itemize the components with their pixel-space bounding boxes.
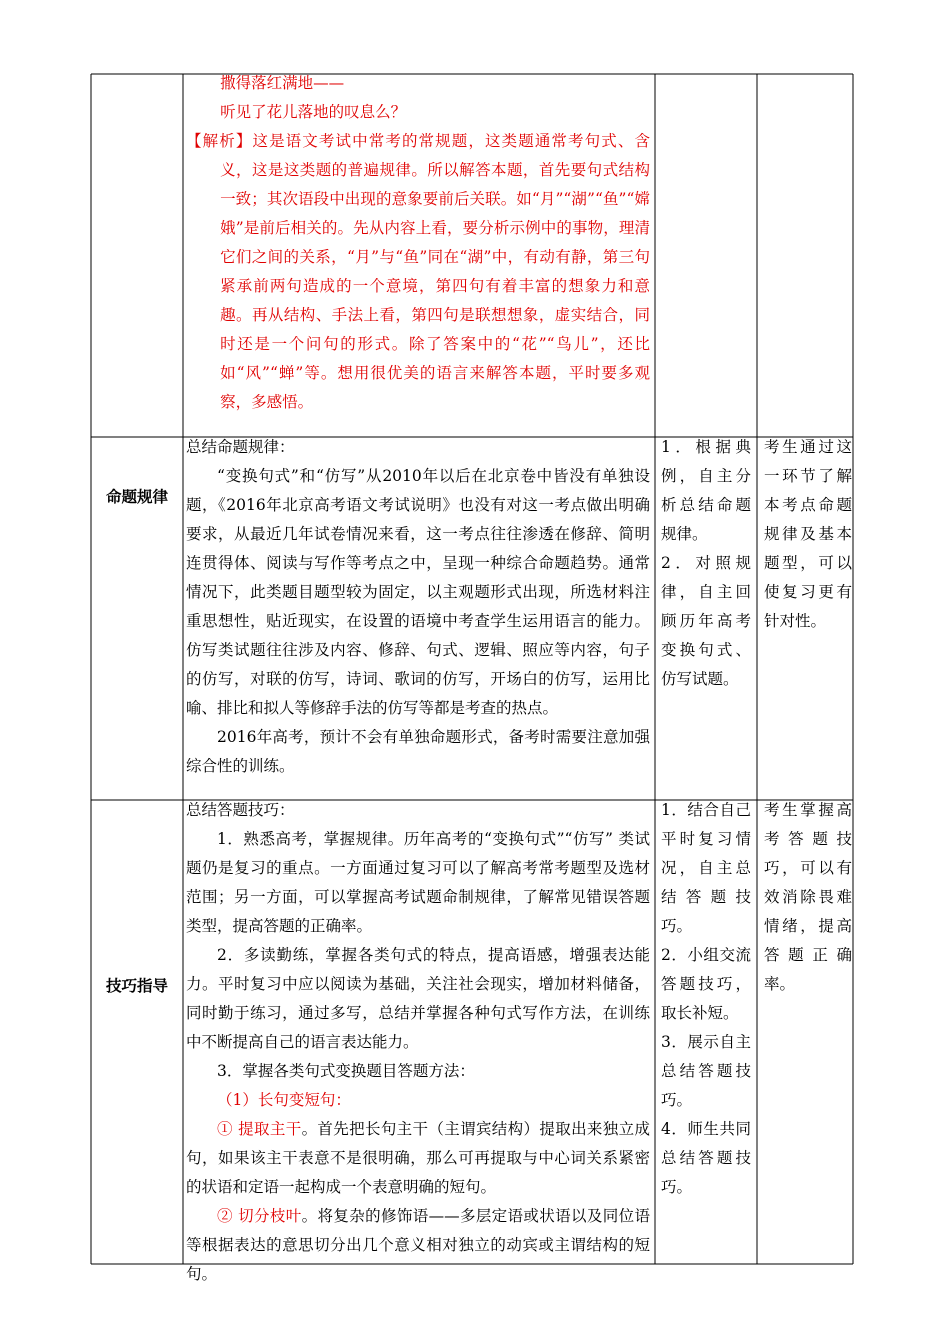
skill-activity-1: 1．结合自己平时复习情况，自主总结答题技巧。 — [661, 801, 751, 935]
analysis-label: 【解析】 — [186, 132, 253, 150]
row-label-skill: 技巧指导 — [105, 977, 168, 995]
rule-paragraph-2: 2016年高考，预计不会有单独命题形式，备考时需要注意加强综合性的训练。 — [186, 728, 650, 775]
skill-paragraph-2: 2．多读勤练，掌握各类句式的特点，提高语感，增强表达能力。平时复习中应以阅读为基础，关注社会现实，增加材料储备，同时勤于练习，通过多写，总结并掌握各种句式写作方法，在训练中不断提高自己的语言表达能力。 — [186, 946, 650, 1051]
analysis-paragraph — [186, 127, 650, 417]
skill-activity-2: 2．小组交流答题技巧，取长补短。 — [661, 946, 751, 1022]
top-content — [186, 69, 652, 417]
rule-paragraph-1: “变换句式”和“仿写”从2010年以后在北京卷中皆没有单独设题，《2016年北京高考语文考试说明》也没有对这一考点做出明确要求，从最近几年试卷情况来看，这一考点往往渗透在修辞、简明连贯得体、阅读与写作等考点之中，呈现一种综合命题趋势。通常情况下，此类题目题型较为固定，以主观题形式出现，所选材料注重思想性，贴近现实，在设置的语境中考查学生运用语言的能力。仿写类试题往往涉及内容、修辞、句式、逻辑、照应等内容，句子的仿写，对联的仿写，诗词、歌词的仿写，开场白的仿写，运用比喻、排比和拟人等修辞手法的仿写等都是考查的热点。 — [186, 467, 650, 717]
skill-item-2-text: 。将复杂的修饰语——多层定语或状语以及同位语等根据表达的意思切分出几个意义相对独立的动宾或主谓结构的短句。 — [186, 1207, 650, 1283]
skill-activity-3: 3．展示自主总结答题技巧。 — [661, 1033, 751, 1109]
skill-design-intent: 考生掌握高考答题技巧，可以有效消除畏难情绪，提高答题正确率。 — [764, 801, 852, 993]
poem-line-1: 撒得落红满地—— — [220, 74, 345, 92]
skill-content — [186, 796, 652, 1289]
skill-student-activity — [661, 796, 751, 1202]
skill-sub-heading: （1）长句变短句： — [217, 1091, 351, 1109]
skill-item-1-label: ① 提取主干 — [217, 1120, 302, 1138]
skill-activity-4: 4．师生共同总结答题技巧。 — [661, 1120, 751, 1196]
rule-heading: 总结命题规律： — [186, 438, 295, 456]
rule-activity-1: 1．根据典例，自主分析总结命题规律。 — [661, 438, 751, 543]
skill-item-1 — [186, 1115, 650, 1202]
rule-design-intent: 考生通过这一环节了解本考点命题规律及基本题型，可以使复习更有针对性。 — [764, 438, 852, 630]
skill-heading: 总结答题技巧： — [186, 801, 295, 819]
skill-item-2 — [186, 1202, 650, 1289]
skill-paragraph-3: 3．掌握各类句式变换题目答题方法： — [217, 1062, 475, 1080]
skill-paragraph-1: 1．熟悉高考，掌握规律。历年高考的“变换句式”“仿写” 类试题仍是复习的重点。一方面通过复习可以了解高考常考题型及选材范围；另一方面，可以掌握高考试题命制规律，了解常见错误答题类型，提高答题的正确率。 — [186, 830, 650, 935]
poem-line-2: 听见了花儿落地的叹息么？ — [220, 103, 407, 121]
row-label-rule: 命题规律 — [105, 488, 168, 506]
rule-content — [186, 433, 652, 781]
analysis-text: 这是语文考试中常考的常规题，这类题通常考句式、含义，这是这类题的普遍规律。所以解答本题，首先要句式结构一致；其次语段中出现的意象要前后关联。如“月”“湖”“鱼”“嫦娥”是前后相关的。先从内容上看，要分析示例中的事物，理清它们之间的关系，“月”与“鱼”同在“湖”中，有动有静，第三句紧承前两句造成的一个意境，第四句有着丰富的想象力和意趣。再从结构、手法上看，第四句是联想想象，虚实结合，同时还是一个问句的形式。除了答案中的“花”“鸟儿”，还比如“风”“蝉”等。想用很优美的语言来解答本题，平时要多观察，多感悟。 — [220, 132, 650, 411]
rule-student-activity — [661, 433, 751, 694]
skill-item-1-text: 。首先把长句主干（主谓宾结构）提取出来独立成句，如果该主干表意不是很明确，那么可再提取与中心词关系紧密的状语和定语一起构成一个表意明确的短句。 — [186, 1120, 650, 1196]
rule-activity-2: 2．对照规律，自主回顾历年高考变换句式、仿写试题。 — [661, 554, 751, 688]
skill-item-2-label: ② 切分枝叶 — [217, 1207, 302, 1225]
